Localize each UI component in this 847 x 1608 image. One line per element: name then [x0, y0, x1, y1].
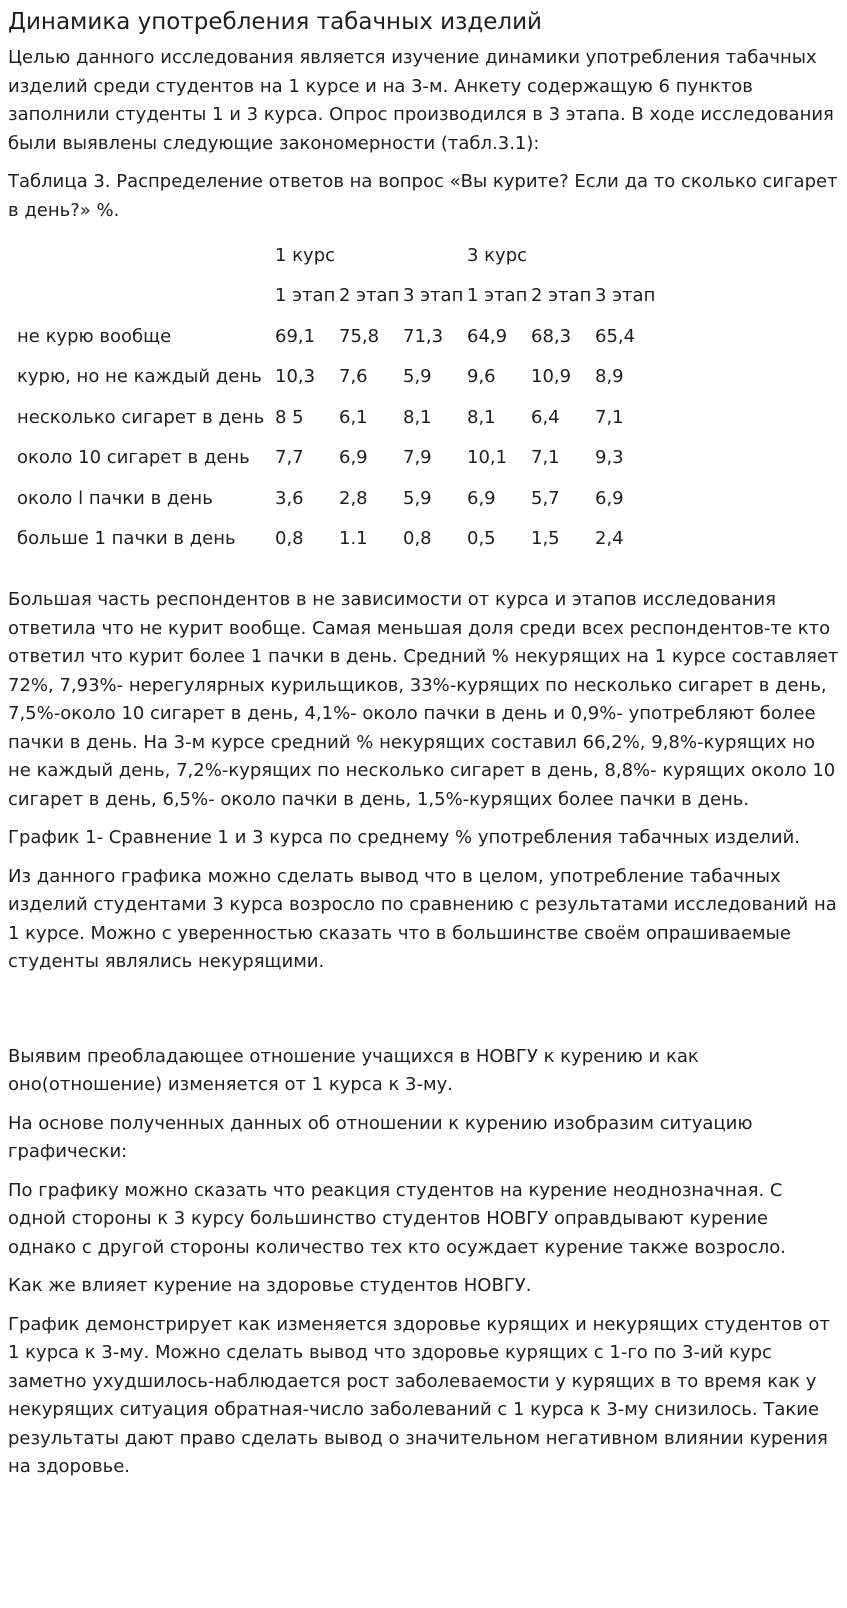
- course-header: 1 курс: [275, 244, 336, 266]
- stage-header: 1 этап: [467, 285, 528, 307]
- table-cell: 6,4: [531, 406, 560, 428]
- attitude-section: [8, 1043, 839, 1482]
- table-row: [8, 397, 659, 438]
- table-cell: 9,6: [467, 366, 496, 388]
- body-paragraph: График демонстрирует как изменяется здоровье курящих и некурящих студентов от 1 курса к 3-му. Можно сделать вывод что здоровье курящих с 1-го по 3-ий курс заметно ухудшилось-наблюдается рост заболеваемости у курящих в то время как у некурящих ситуация обратная-число заболеваний с 1 курса к 3-му снизилось. Такие результаты дают право сделать вывод о значительном негативном влиянии курения на здоровье.: [8, 1313, 830, 1477]
- row-label: курю, но не каждый день: [17, 366, 262, 388]
- table-cell: 8,1: [403, 406, 432, 428]
- table-caption: Таблица 3. Распределение ответов на вопрос «Вы курите? Если да то сколько сигарет в день?» %.: [8, 171, 838, 221]
- table-cell: 0,8: [275, 528, 304, 550]
- body-paragraph: Большая часть респондентов в не зависимости от курса и этапов исследования ответила что не курит вообще. Самая меньшая доля среди всех респондентов-те кто ответил что курит более 1 пачки в день. Средний % некурящих на 1 курсе составляет 72%, 7,93%- нерегулярных курильщиков, 33%-курящих по несколько сигарет в день, 7,5%-около 10 сигарет в день, 4,1%- около пачки в день и 0,9%- употребляют более пачки в день. На 3-м курсе средний % некурящих составил 66,2%, 9,8%-курящих но не каждый день, 7,2%-курящих по несколько сигарет в день, 8,8%- курящих около 10 сигарет в день, 6,5%- около пачки в день, 1,5%-курящих более пачки в день.: [8, 589, 839, 810]
- page-title: Динамика употребления табачных изделий: [8, 9, 542, 35]
- row-label: несколько сигарет в день: [17, 406, 265, 428]
- course-header: 3 курс: [467, 244, 528, 266]
- body-paragraph: Выявим преобладающее отношение учащихся в НОВГУ к курению и как оно(отношение) изменяется от 1 курса к 3-му.: [8, 1045, 699, 1095]
- intro-paragraph: Целью данного исследования является изучение динамики употребления табачных изделий среди студентов на 1 курсе и на 3-м. Анкету содержащую 6 пунктов заполнили студенты 1 и 3 курса. Опрос производился в 3 этапа. В ходе исследования были выявлены следующие закономерности (табл.3.1):: [8, 47, 834, 154]
- table-cell: 9,3: [595, 447, 624, 469]
- table-cell: 64,9: [467, 325, 508, 347]
- table-cell: 6,1: [339, 406, 368, 428]
- chart-caption: График 1- Сравнение 1 и 3 курса по среднему % употребления табачных изделий.: [8, 827, 801, 848]
- table-cell: 6,9: [595, 487, 624, 509]
- table-cell: 8,9: [595, 366, 624, 388]
- row-label: около l пачки в день: [17, 487, 213, 509]
- row-label: не курю вообще: [17, 325, 172, 347]
- table-cell: 2,4: [595, 528, 624, 550]
- stage-header: 3 этап: [403, 285, 464, 307]
- table-row: [8, 478, 659, 519]
- results-section: [8, 586, 839, 977]
- row-label: больше 1 пачки в день: [17, 528, 236, 550]
- table-cell: 0,8: [403, 528, 432, 550]
- stage-header-row: [8, 276, 659, 317]
- table-cell: 5,9: [403, 487, 432, 509]
- row-label: около 10 сигарет в день: [17, 447, 250, 469]
- body-paragraph: По графику можно сказать что реакция студентов на курение неоднозначная. С одной стороны к 3 курсу большинство студентов НОВГУ оправдывают курение однако с другой стороны количество тех кто осуждает курение также возросло.: [8, 1179, 786, 1258]
- table-cell: 5,7: [531, 487, 560, 509]
- table-cell: 65,4: [595, 325, 636, 347]
- figure-placeholder-gap: [8, 987, 839, 1043]
- table-cell: 75,8: [339, 325, 380, 347]
- table-cell: 8 5: [275, 406, 304, 428]
- smoking-table: [8, 235, 659, 559]
- table-cell: 1.1: [339, 528, 368, 550]
- table-cell: 69,1: [275, 325, 316, 347]
- body-paragraph: Из данного графика можно сделать вывод что в целом, употребление табачных изделий студентами 3 курса возросло по сравнению с результатами исследований на 1 курсе. Можно с уверенностью сказать что в большинстве своём опрашиваемые студенты являлись некурящими.: [8, 865, 837, 972]
- course-header-row: [8, 235, 659, 276]
- table-cell: 10,1: [467, 447, 508, 469]
- table-cell: 6,9: [467, 487, 496, 509]
- table-cell: 10,3: [275, 366, 316, 388]
- stage-header: 2 этап: [339, 285, 400, 307]
- section-heading: Как же влияет курение на здоровье студентов НОВГУ.: [8, 1275, 532, 1296]
- body-paragraph: На основе полученных данных об отношении к курению изобразим ситуацию графически:: [8, 1112, 753, 1162]
- table-cell: 2,8: [339, 487, 368, 509]
- table-cell: 7,6: [339, 366, 368, 388]
- table-cell: 6,9: [339, 447, 368, 469]
- table-cell: 7,7: [275, 447, 304, 469]
- table-row: [8, 519, 659, 560]
- stage-header: 3 этап: [595, 285, 656, 307]
- table-cell: 8,1: [467, 406, 496, 428]
- table-cell: 71,3: [403, 325, 444, 347]
- table-cell: 7,9: [403, 447, 432, 469]
- table-cell: 7,1: [531, 447, 560, 469]
- table-cell: 5,9: [403, 366, 432, 388]
- table-cell: 0,5: [467, 528, 496, 550]
- table-cell: 68,3: [531, 325, 572, 347]
- table-cell: 3,6: [275, 487, 304, 509]
- table-cell: 10,9: [531, 366, 572, 388]
- table-cell: 1,5: [531, 528, 560, 550]
- stage-header: 1 этап: [275, 285, 336, 307]
- stage-header: 2 этап: [531, 285, 592, 307]
- table-row: [8, 316, 659, 357]
- table-row: [8, 357, 659, 398]
- table-cell: 7,1: [595, 406, 624, 428]
- table-row: [8, 438, 659, 479]
